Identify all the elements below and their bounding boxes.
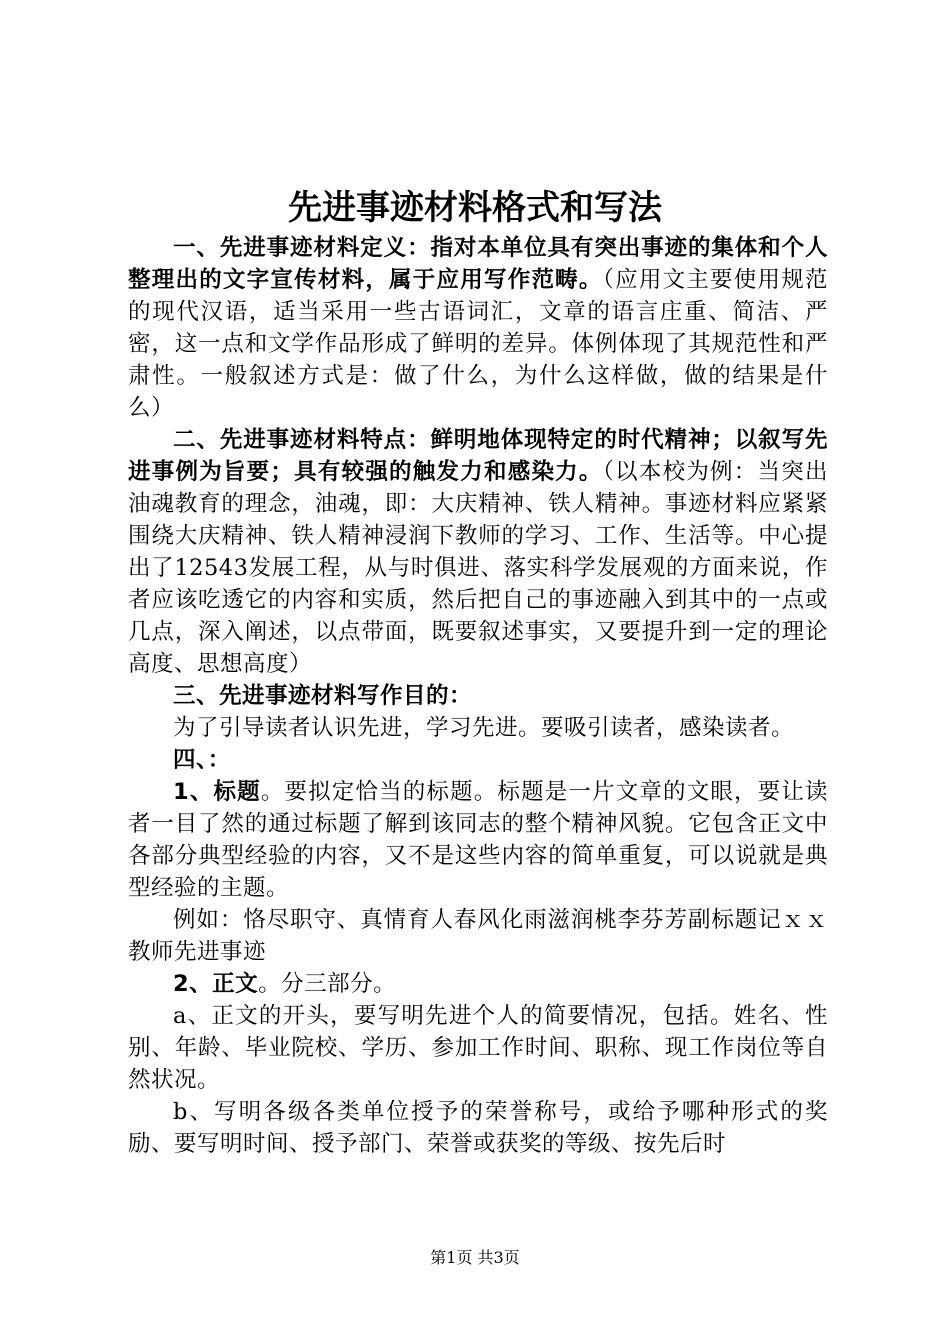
document-title: 先进事迹材料格式和写法 bbox=[288, 188, 662, 228]
section-purpose-heading: 三、先进事迹材料写作目的： bbox=[173, 683, 473, 709]
section-definition-heading: 一、先进事迹材料定义：指对本单位具有突出事迹的集体和个人整理出的文字宣传材料，属于应用写作范畴。 bbox=[128, 235, 828, 293]
item-title-label: 标题 bbox=[213, 779, 261, 805]
section-features bbox=[128, 424, 828, 680]
item-title-example: 例如：恪尽职守、真情育人春风化雨滋润桃李芬芳副标题记ｘｘ教师先进事迹 bbox=[128, 907, 828, 965]
section-purpose-text: 为了引导读者认识先进，学习先进。要吸引读者，感染读者。 bbox=[173, 715, 795, 741]
section-definition bbox=[128, 232, 828, 424]
item-body bbox=[128, 968, 828, 1000]
page-footer: 第1页 共3页 bbox=[430, 1248, 520, 1267]
section-four-heading-para bbox=[128, 744, 828, 776]
section-purpose-heading-para bbox=[128, 680, 828, 712]
item-body-part-b: b、写明各级各类单位授予的荣誉称号，或给予哪种形式的奖励、要写明时间、授予部门、荣誉或获奖的等级、按先后时 bbox=[128, 1099, 828, 1157]
section-features-heading: 二、先进事迹材料特点：鲜明地体现特定的时代精神；以叙写先进事例为旨要；具有较强的触发力和感染力。 bbox=[128, 427, 828, 485]
section-features-text: （以本校为例：当突出油魂教育的理念，油魂，即：大庆精神、铁人精神。事迹材料应紧紧围绕大庆精神、铁人精神浸润下教师的学习、工作、生活等。中心提出了12543发展工程，从与时俱进、落实科学发展观的方面来说，作者应该吃透它的内容和实质，然后把自己的事迹融入到其中的一点或几点，深入阐述，以点带面，既要叙述事实，又要提升到一定的理论高度、思想高度） bbox=[128, 459, 828, 677]
item-body-text: 。分三部分。 bbox=[258, 971, 397, 997]
item-title-number: 1、 bbox=[173, 779, 214, 805]
item-title-text: 。要拟定恰当的标题。标题是一片文章的文眼，要让读者一目了然的通过标题了解到该同志的整个精神风貌。它包含正文中各部分典型经验的内容，又不是这些内容的简单重复，可以说就是典型经验的主题。 bbox=[128, 779, 828, 901]
item-body-number: 2、 bbox=[173, 971, 213, 997]
document-body bbox=[128, 232, 828, 1160]
item-body-part-a: a、正文的开头，要写明先进个人的简要情况，包括。姓名、性别、年龄、毕业院校、学历、参加工作时间、职称、现工作岗位等自然状况。 bbox=[128, 1003, 828, 1093]
item-title bbox=[128, 776, 828, 904]
section-four-heading: 四、： bbox=[173, 747, 231, 773]
section-definition-text: （应用文主要使用规范的现代汉语，适当采用一些古语词汇，文章的语言庄重、简洁、严密，这一点和文学作品形成了鲜明的差异。体例体现了其规范性和严肃性。一般叙述方式是：做了什么，为什么这样做，做的结果是什么） bbox=[128, 267, 828, 421]
item-body-label: 正文 bbox=[212, 971, 259, 997]
